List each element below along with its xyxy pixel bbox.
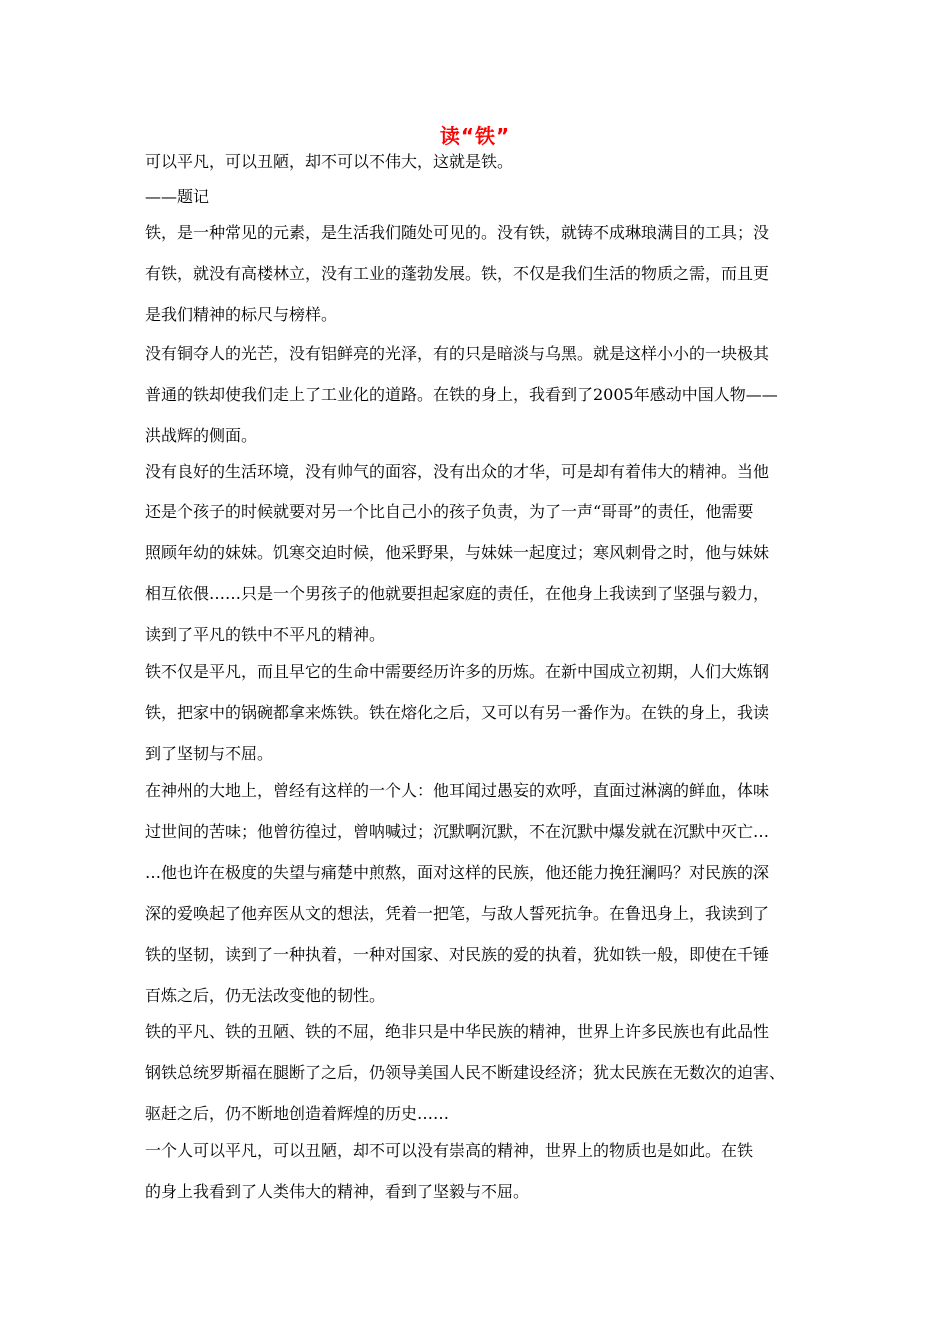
text-line: 普通的铁却使我们走上了工业化的道路。在铁的身上，我看到了2005年感动中国人物—— — [145, 385, 778, 404]
text-line: 钢铁总统罗斯福在腿断了之后，仍领导美国人民不断建设经济；犹太民族在无数次的迫害、 — [145, 1063, 786, 1082]
text-line: 到了坚韧与不屈。 — [145, 744, 274, 763]
text-line: 过世间的苦味；他曾彷徨过，曾呐喊过；沉默啊沉默，不在沉默中爆发就在沉默中灭亡… — [145, 822, 770, 841]
text-line: 读到了平凡的铁中不平凡的精神。 — [145, 625, 386, 644]
text-line: 百炼之后，仍无法改变他的韧性。 — [145, 986, 386, 1005]
text-line: 没有铜夺人的光芒，没有铝鲜亮的光泽，有的只是暗淡与乌黑。就是这样小小的一块极其 — [145, 344, 770, 363]
text-line: 可以平凡，可以丑陋，却不可以不伟大，这就是铁。 — [145, 152, 514, 171]
text-line: 有铁，就没有高楼林立，没有工业的蓬勃发展。铁，不仅是我们生活的物质之需，而且更 — [145, 264, 770, 283]
text-line: 铁的坚韧，读到了一种执着，一种对国家、对民族的爱的执着，犹如铁一般，即使在千锤 — [145, 945, 770, 964]
text-line: 铁，是一种常见的元素，是生活我们随处可见的。没有铁，就铸不成琳琅满目的工具；没 — [145, 223, 770, 242]
document-title: 读“铁” — [439, 124, 511, 148]
text-line: 还是个孩子的时候就要对另一个比自己小的孩子负责，为了一声“哥哥”的责任，他需要 — [145, 502, 754, 521]
text-line: 铁不仅是平凡，而且早它的生命中需要经历许多的历炼。在新中国成立初期，人们大炼钢 — [145, 662, 770, 681]
text-line: …他也许在极度的失望与痛楚中煎熬，面对这样的民族，他还能力挽狂澜吗？对民族的深 — [145, 863, 770, 882]
text-line: ——题记 — [145, 187, 210, 206]
text-line: 的身上我看到了人类伟大的精神，看到了坚毅与不屈。 — [145, 1182, 530, 1201]
text-line: 没有良好的生活环境，没有帅气的面容，没有出众的才华，可是却有着伟大的精神。当他 — [145, 462, 770, 481]
text-line: 在神州的大地上，曾经有这样的一个人：他耳闻过愚妄的欢呼，直面过淋漓的鲜血，体味 — [145, 781, 770, 800]
text-line: 铁的平凡、铁的丑陋、铁的不屈，绝非只是中华民族的精神，世界上许多民族也有此品性 — [145, 1022, 770, 1041]
text-line: 驱赶之后，仍不断地创造着辉煌的历史…… — [145, 1104, 450, 1123]
text-line: 一个人可以平凡，可以丑陋，却不可以没有崇高的精神，世界上的物质也是如此。在铁 — [145, 1141, 754, 1160]
text-line: 洪战辉的侧面。 — [145, 426, 258, 445]
text-line: 深的爱唤起了他弃医从文的想法，凭着一把笔，与敌人誓死抗争。在鲁迅身上，我读到了 — [145, 904, 770, 923]
text-line: 是我们精神的标尺与榜样。 — [145, 305, 338, 324]
text-line: 照顾年幼的妹妹。饥寒交迫时候，他采野果，与妹妹一起度过；寒风刺骨之时，他与妹妹 — [145, 543, 770, 562]
text-line: 相互依偎……只是一个男孩子的他就要担起家庭的责任，在他身上我读到了坚强与毅力， — [145, 584, 770, 603]
text-line: 铁，把家中的锅碗都拿来炼铁。铁在熔化之后，又可以有另一番作为。在铁的身上，我读 — [145, 703, 770, 722]
